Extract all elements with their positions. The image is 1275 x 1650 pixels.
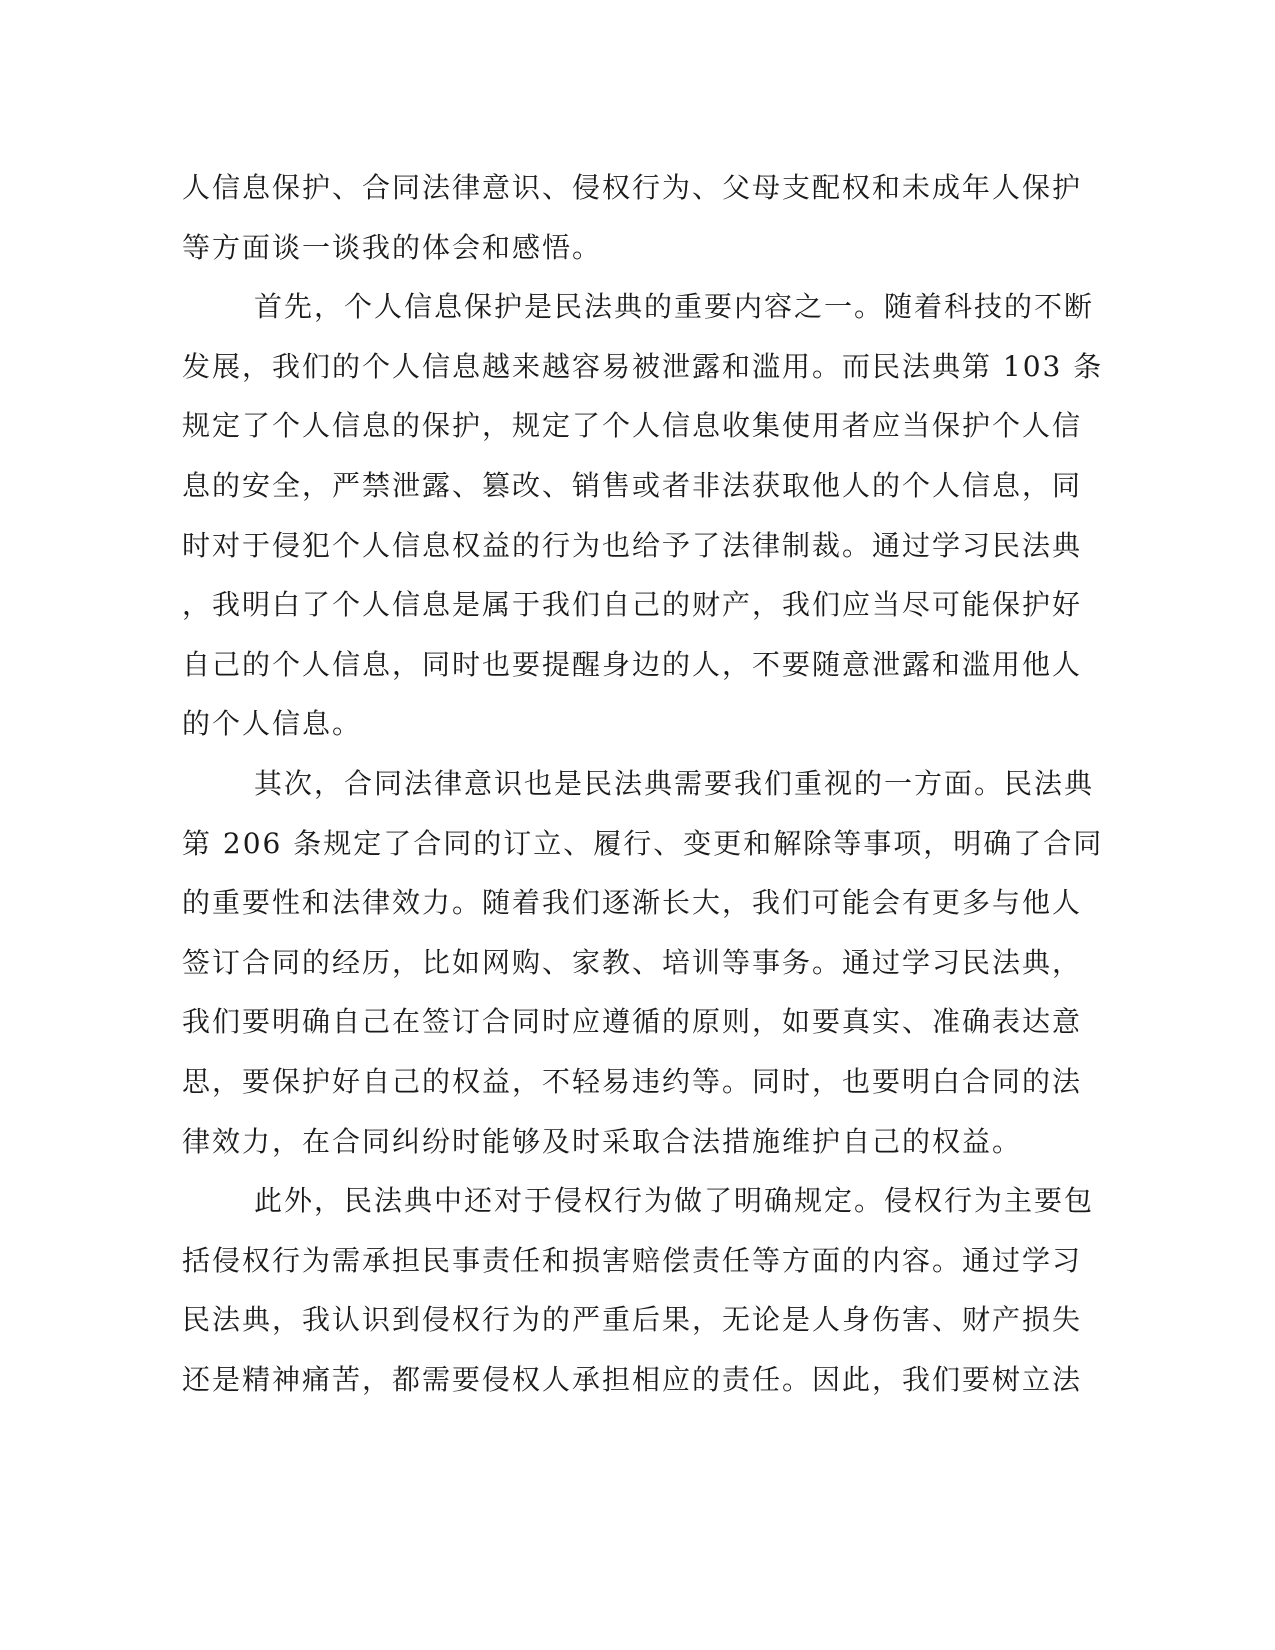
text-line: 思，要保护好自己的权益，不轻易违约等。同时，也要明白合同的法 <box>182 1064 1083 1098</box>
text-line: 发展，我们的个人信息越来越容易被泄露和滥用。而民法典第 103 条 <box>182 349 1104 383</box>
text-line: 律效力，在合同纠纷时能够及时采取合法措施维护自己的权益。 <box>182 1124 1023 1158</box>
paragraph-first-line: 此外，民法典中还对于侵权行为做了明确规定。侵权行为主要包 <box>254 1184 1095 1218</box>
text-line: 签订合同的经历，比如网购、家教、培训等事务。通过学习民法典， <box>182 945 1083 979</box>
paragraph-first-line: 其次，合同法律意识也是民法典需要我们重视的一方面。民法典 <box>254 766 1095 800</box>
text-line: 规定了个人信息的保护，规定了个人信息收集使用者应当保护个人信 <box>182 409 1083 443</box>
text-line: 自己的个人信息，同时也要提醒身边的人，不要随意泄露和滥用他人 <box>182 647 1083 681</box>
text-line: 等方面谈一谈我的体会和感悟。 <box>182 230 603 264</box>
text-line: 括侵权行为需承担民事责任和损害赔偿责任等方面的内容。通过学习 <box>182 1243 1083 1277</box>
body-text <box>182 158 1104 1409</box>
text-line: 人信息保护、合同法律意识、侵权行为、父母支配权和未成年人保护 <box>182 171 1083 204</box>
text-line: 第 206 条规定了合同的订立、履行、变更和解除等事项，明确了合同 <box>182 826 1104 860</box>
text-line: 我们要明确自己在签订合同时应遵循的原则，如要真实、准确表达意 <box>182 1005 1083 1039</box>
text-line: 时对于侵犯个人信息权益的行为也给予了法律制裁。通过学习民法典 <box>182 528 1083 562</box>
text-line: 民法典，我认识到侵权行为的严重后果，无论是人身伤害、财产损失 <box>182 1303 1083 1337</box>
text-line: ，我明白了个人信息是属于我们自己的财产，我们应当尽可能保护好 <box>182 588 1083 622</box>
text-line: 息的安全，严禁泄露、篡改、销售或者非法获取他人的个人信息，同 <box>182 468 1083 502</box>
text-line: 的重要性和法律效力。随着我们逐渐长大，我们可能会有更多与他人 <box>182 886 1083 920</box>
text-line: 的个人信息。 <box>182 707 363 741</box>
paragraph-first-line: 首先，个人信息保护是民法典的重要内容之一。随着科技的不断 <box>254 290 1095 324</box>
text-line: 还是精神痛苦，都需要侵权人承担相应的责任。因此，我们要树立法 <box>182 1362 1083 1396</box>
